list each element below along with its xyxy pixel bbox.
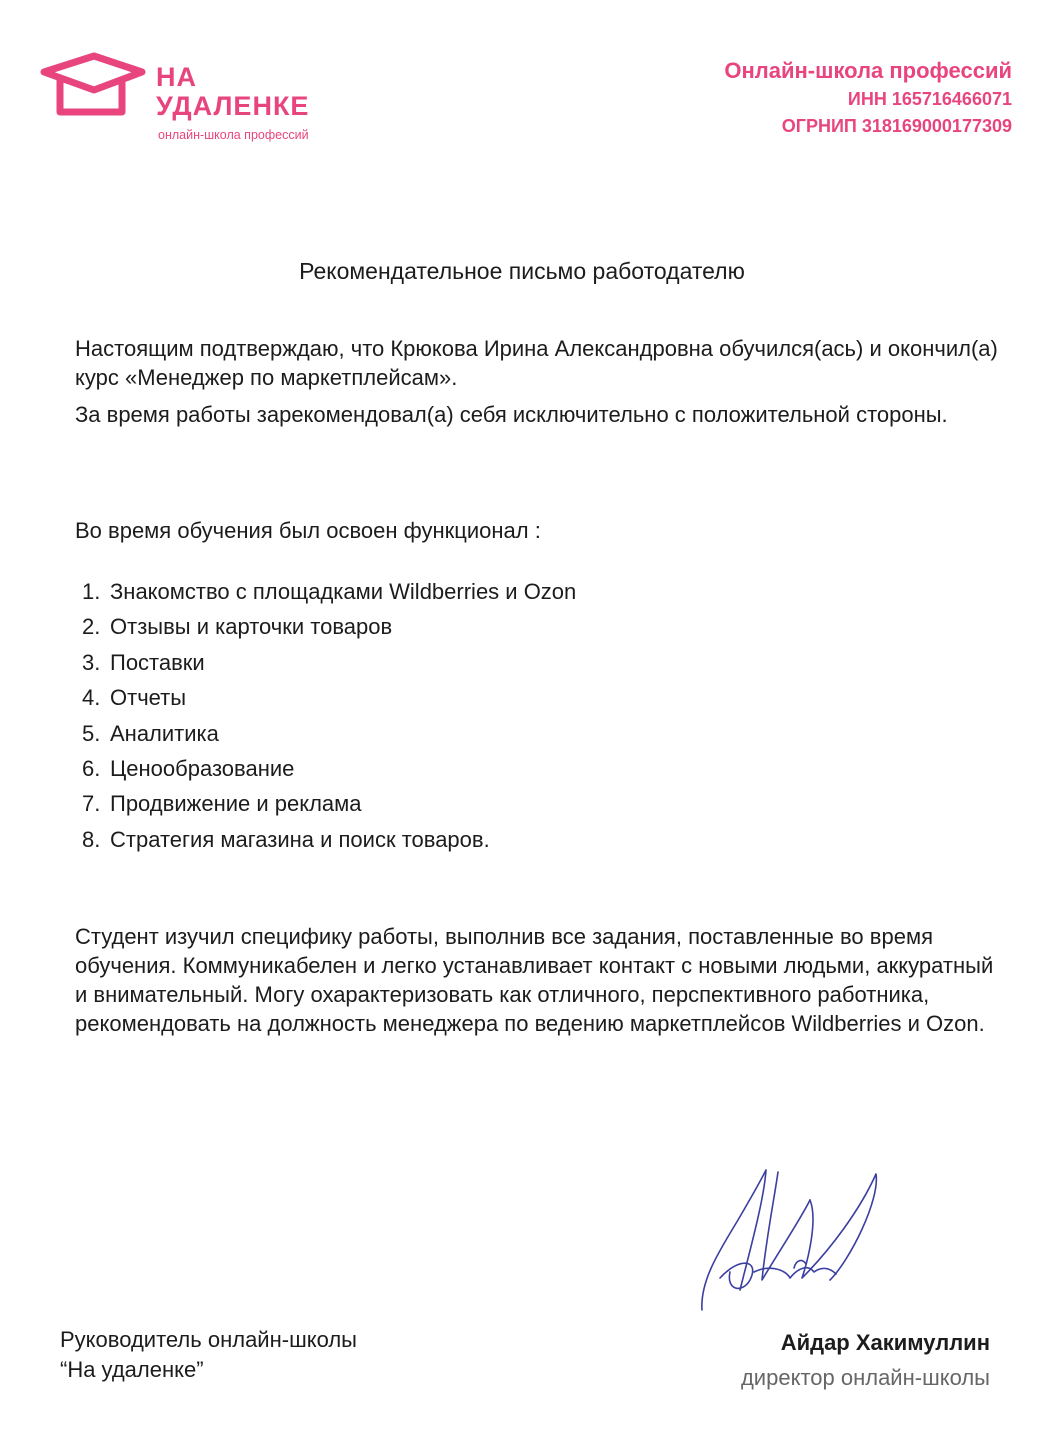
list-item-text: Отзывы и карточки товаров: [110, 614, 393, 640]
graduation-cap-icon: [38, 50, 148, 130]
list-item-number: 7.: [82, 791, 101, 817]
list-item-number: 3.: [82, 649, 101, 675]
list-item-text: Аналитика: [110, 720, 219, 746]
list-item-number: 5.: [82, 720, 101, 746]
signer-position: директор онлайн-школы: [740, 1365, 990, 1390]
paragraph-evaluation: За время работы зарекомендовал(а) себя исключительно с положительной стороны.: [75, 402, 948, 427]
list-item-text: Продвижение и реклама: [110, 791, 362, 817]
list-item: [82, 576, 576, 611]
logo-tagline: онлайн-школа профессий: [158, 128, 309, 142]
list-item-text: Ценообразование: [110, 755, 295, 781]
list-item: [82, 647, 576, 682]
list-item-number: 4.: [82, 685, 101, 711]
footer-left: [60, 1325, 357, 1385]
list-item-number: 1.: [82, 579, 101, 604]
list-item-text: Отчеты: [110, 685, 187, 711]
list-item: [82, 611, 576, 646]
list-item: [82, 753, 576, 788]
list-item: [82, 788, 576, 823]
list-item: [82, 824, 576, 859]
school-contacts: [724, 56, 1012, 140]
skills-list: [82, 576, 576, 859]
list-item: [82, 718, 576, 753]
inn-number: ИНН 165716466071: [847, 89, 1012, 109]
list-item-number: 6.: [82, 755, 101, 781]
paragraph-recommendation: Студент изучил специфику работы, выполнив все задания, поставленные во время обучения. Коммуникабелен и легко устанавливает контакт с новыми людьми, аккуратный и внимательный. Могу охарактеризовать как отличного, перспективного работника, рекомендовать на должность менеджера по ведению маркетплейсов Wildberries и Ozon.: [75, 924, 994, 1036]
list-item-text: Поставки: [110, 649, 205, 675]
letter-title: Рекомендательное письмо работодателю: [299, 258, 745, 284]
paragraph-confirmation: Настоящим подтверждаю, что Крюкова Ирина Александровна обучился(ась) и окончил(а) курс «Менеджер по маркетплейсам».: [75, 336, 998, 390]
footer-role: Руководитель онлайн-школы: [60, 1327, 357, 1352]
footer-right: [741, 1325, 990, 1395]
signer-name: Айдар Хакимуллин: [780, 1330, 990, 1355]
school-logo: [38, 50, 348, 150]
list-item: [82, 682, 576, 717]
list-item-number: 8.: [82, 826, 101, 852]
list-item-text: Стратегия магазина и поиск товаров.: [110, 826, 490, 852]
footer-school-name: “На удаленке”: [60, 1357, 204, 1382]
logo-line-1: НА: [156, 62, 197, 92]
logo-line-2: УДАЛЕНКЕ: [156, 91, 310, 121]
ogrnip-number: ОГРНИП 318169000177309: [781, 116, 1012, 136]
school-name: Онлайн-школа профессий: [724, 58, 1012, 83]
list-item-text: Знакомство с площадками Wildberries и Ozon: [110, 579, 577, 604]
handwritten-signature: [690, 1160, 890, 1320]
paragraph-skills-intro: Во время обучения был освоен функционал :: [75, 518, 541, 543]
list-item-number: 2.: [82, 614, 101, 640]
